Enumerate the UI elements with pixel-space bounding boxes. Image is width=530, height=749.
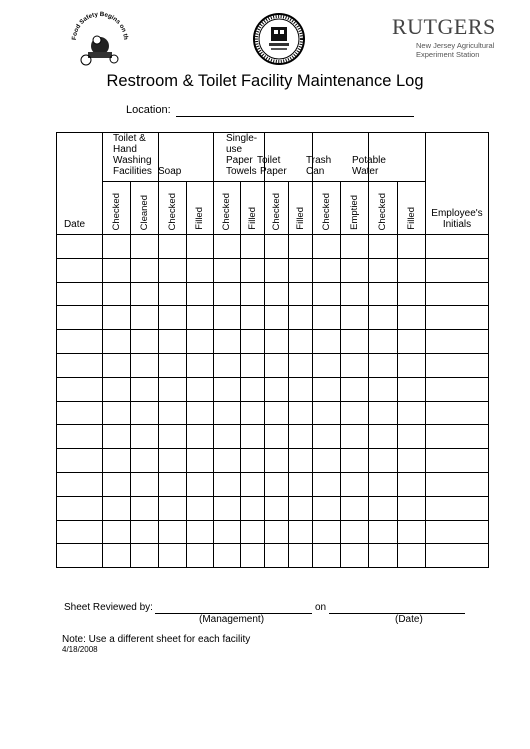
log-cell[interactable] [241,472,265,496]
log-cell[interactable] [103,282,131,306]
management-caption: (Management) [199,614,265,625]
log-cell[interactable] [159,544,187,568]
log-cell[interactable] [265,544,289,568]
table-row [57,544,489,568]
table-row [57,353,489,377]
log-cell[interactable] [341,401,369,425]
log-cell[interactable] [159,449,187,473]
log-cell[interactable] [341,306,369,330]
sub-header-cell [241,182,265,235]
log-cell[interactable] [103,544,131,568]
location-label: Location: [126,104,171,116]
table-row [57,258,489,282]
log-cell[interactable] [369,544,398,568]
reviewed-by-label: Sheet Reviewed by: [64,602,153,613]
location-field[interactable] [176,116,414,117]
svg-text:Food Safety Begins on the Farm [68,10,129,40]
log-cell[interactable] [241,401,265,425]
log-cell[interactable] [241,282,265,306]
log-cell[interactable] [241,258,265,282]
log-cell[interactable] [131,496,159,520]
log-cell[interactable] [103,496,131,520]
log-cell[interactable] [265,496,289,520]
log-cell[interactable] [426,520,489,544]
table-row [57,330,489,354]
log-cell[interactable] [341,353,369,377]
log-cell[interactable] [426,449,489,473]
group-label-toilet-paper: Toilet Paper [257,155,287,177]
log-cell[interactable] [341,472,369,496]
log-cell[interactable] [159,425,187,449]
log-cell[interactable] [313,306,341,330]
log-cell[interactable] [241,235,265,259]
log-table [56,132,489,568]
log-cell[interactable] [313,377,341,401]
log-cell[interactable] [187,472,214,496]
log-cell[interactable] [57,472,103,496]
log-cell[interactable] [265,472,289,496]
log-cell[interactable] [426,235,489,259]
log-cell[interactable] [131,282,159,306]
log-cell[interactable] [426,258,489,282]
table-row [57,449,489,473]
log-cell[interactable] [57,235,103,259]
sub-header-cell [187,182,214,235]
log-cell[interactable] [426,401,489,425]
food-safety-logo [68,10,132,68]
log-cell[interactable] [103,401,131,425]
log-cell[interactable] [289,377,313,401]
log-cell[interactable] [313,472,341,496]
log-cell[interactable] [187,496,214,520]
log-cell[interactable] [426,306,489,330]
log-cell[interactable] [398,449,426,473]
log-cell[interactable] [103,377,131,401]
sub-header-label: Checked [110,192,122,230]
log-cell[interactable] [398,401,426,425]
log-cell[interactable] [187,235,214,259]
log-cell[interactable] [426,330,489,354]
log-cell[interactable] [214,401,241,425]
log-cell[interactable] [187,449,214,473]
log-cell[interactable] [398,496,426,520]
sub-header-cell [341,182,369,235]
sub-header-cell [369,182,398,235]
log-cell[interactable] [131,306,159,330]
log-cell[interactable] [265,449,289,473]
log-cell[interactable] [241,306,265,330]
sub-header-cell [265,182,289,235]
table-row [57,282,489,306]
log-cell[interactable] [57,425,103,449]
employee-header-label: Employee's Initials [431,208,483,230]
log-cell[interactable] [398,306,426,330]
log-cell[interactable] [341,520,369,544]
log-cell[interactable] [289,235,313,259]
log-cell[interactable] [398,235,426,259]
log-cell[interactable] [159,258,187,282]
log-cell[interactable] [289,330,313,354]
log-cell[interactable] [398,425,426,449]
log-cell[interactable] [426,377,489,401]
log-cell[interactable] [103,449,131,473]
table-row [57,401,489,425]
log-cell[interactable] [398,282,426,306]
log-cell[interactable] [57,377,103,401]
sub-header-row [57,182,489,235]
sub-header-label: Emptied [348,195,360,230]
log-cell[interactable] [241,544,265,568]
log-cell[interactable] [57,401,103,425]
log-cell[interactable] [426,472,489,496]
log-cell[interactable] [398,472,426,496]
sub-header-label: Checked [270,192,282,230]
log-cell[interactable] [187,401,214,425]
log-cell[interactable] [214,306,241,330]
log-cell[interactable] [214,449,241,473]
log-cell[interactable] [313,520,341,544]
log-cell[interactable] [57,496,103,520]
log-cell[interactable] [369,449,398,473]
log-cell[interactable] [57,330,103,354]
sub-header-cell [103,182,131,235]
log-cell[interactable] [159,353,187,377]
sub-header-label: Filled [405,207,417,230]
log-cell[interactable] [341,330,369,354]
log-cell[interactable] [398,377,426,401]
log-cell[interactable] [159,377,187,401]
log-cell[interactable] [131,377,159,401]
log-cell[interactable] [241,330,265,354]
sub-header-label: Checked [320,192,332,230]
log-cell[interactable] [241,449,265,473]
log-cell[interactable] [289,496,313,520]
sub-header-cell [131,182,159,235]
log-cell[interactable] [214,258,241,282]
sub-header-cell [313,182,341,235]
log-cell[interactable] [426,425,489,449]
table-row [57,235,489,259]
log-cell[interactable] [131,330,159,354]
log-cell[interactable] [313,258,341,282]
date-header-label: Date [63,219,86,230]
log-cell[interactable] [187,258,214,282]
log-cell[interactable] [289,472,313,496]
log-cell[interactable] [341,544,369,568]
logo-arc-text: Food Safety Begins on th [70,10,130,41]
sub-header-label: Filled [294,207,306,230]
log-cell[interactable] [131,449,159,473]
log-cell[interactable] [369,425,398,449]
log-cell[interactable] [159,401,187,425]
log-cell[interactable] [313,449,341,473]
log-cell[interactable] [214,353,241,377]
log-cell[interactable] [265,520,289,544]
log-cell[interactable] [313,282,341,306]
log-cell[interactable] [214,520,241,544]
log-cell[interactable] [341,282,369,306]
sub-header-label: Cleaned [138,194,150,230]
log-table-body [57,133,489,568]
log-cell[interactable] [341,496,369,520]
log-cell[interactable] [131,520,159,544]
log-cell[interactable] [131,401,159,425]
log-cell[interactable] [103,306,131,330]
log-cell[interactable] [369,496,398,520]
rutgers-subtitle-1: New Jersey Agricultural [416,41,495,50]
log-cell[interactable] [131,472,159,496]
log-cell[interactable] [369,401,398,425]
log-cell[interactable] [265,377,289,401]
sub-header-label: Checked [377,192,388,230]
log-cell[interactable] [187,425,214,449]
log-cell[interactable] [187,306,214,330]
log-cell[interactable] [159,306,187,330]
log-cell[interactable] [131,425,159,449]
table-row [57,306,489,330]
table-row [57,472,489,496]
log-cell[interactable] [187,377,214,401]
log-cell[interactable] [369,258,398,282]
log-cell[interactable] [341,449,369,473]
log-cell[interactable] [159,496,187,520]
log-cell[interactable] [341,425,369,449]
log-cell[interactable] [131,544,159,568]
log-cell[interactable] [214,425,241,449]
log-cell[interactable] [159,235,187,259]
sub-header-label: Filled [246,207,258,230]
log-cell[interactable] [57,520,103,544]
rutgers-wordmark: RUTGERS [392,14,496,39]
sub-header-cell [289,182,313,235]
table-row [57,425,489,449]
log-cell[interactable] [131,258,159,282]
sub-header-label: Filled [194,207,205,230]
log-cell[interactable] [265,258,289,282]
log-cell[interactable] [159,520,187,544]
sub-header-label: Checked [166,192,178,230]
log-cell[interactable] [398,544,426,568]
log-cell[interactable] [214,377,241,401]
log-cell[interactable] [214,282,241,306]
log-cell[interactable] [214,472,241,496]
document-date: 4/18/2008 [62,645,98,654]
on-label: on [315,602,327,613]
log-cell[interactable] [187,282,214,306]
log-cell[interactable] [369,353,398,377]
log-cell[interactable] [187,353,214,377]
log-cell[interactable] [57,258,103,282]
log-cell[interactable] [289,425,313,449]
log-cell[interactable] [369,235,398,259]
seal-logo [252,12,306,66]
table-row [57,520,489,544]
log-cell[interactable] [265,330,289,354]
log-cell[interactable] [265,282,289,306]
log-cell[interactable] [313,330,341,354]
log-cell[interactable] [369,282,398,306]
log-cell[interactable] [289,258,313,282]
log-cell[interactable] [313,425,341,449]
log-cell[interactable] [289,449,313,473]
log-cell[interactable] [313,235,341,259]
log-cell[interactable] [159,472,187,496]
log-cell[interactable] [398,353,426,377]
log-cell[interactable] [103,258,131,282]
log-cell[interactable] [214,330,241,354]
sub-header-label: Checked [221,192,232,230]
log-cell[interactable] [289,306,313,330]
table-row [57,496,489,520]
log-cell[interactable] [426,544,489,568]
log-cell[interactable] [369,520,398,544]
log-cell[interactable] [187,544,214,568]
log-cell[interactable] [369,330,398,354]
log-cell[interactable] [265,353,289,377]
log-cell[interactable] [265,235,289,259]
log-cell[interactable] [426,282,489,306]
group-label-handwash: Toilet & Hand Washing Facilities [113,133,152,177]
log-cell[interactable] [313,401,341,425]
date-caption: (Date) [395,614,423,625]
log-cell[interactable] [265,401,289,425]
log-cell[interactable] [341,258,369,282]
log-cell[interactable] [241,520,265,544]
log-cell[interactable] [159,330,187,354]
log-cell[interactable] [103,235,131,259]
date-header [57,133,103,235]
footer-note: Note: Use a different sheet for each facility [62,634,251,645]
log-cell[interactable] [57,353,103,377]
log-cell[interactable] [103,330,131,354]
employee-header [426,133,489,235]
log-cell[interactable] [57,282,103,306]
log-cell[interactable] [426,353,489,377]
group-label-soap: Soap [158,166,182,177]
log-cell[interactable] [241,377,265,401]
sub-header-cell [214,182,241,235]
log-cell[interactable] [214,544,241,568]
log-cell[interactable] [398,258,426,282]
sub-header-cell [398,182,426,235]
log-cell[interactable] [214,496,241,520]
log-cell[interactable] [289,544,313,568]
log-cell[interactable] [159,282,187,306]
log-cell[interactable] [131,353,159,377]
log-cell[interactable] [187,520,214,544]
rutgers-subtitle-2: Experiment Station [416,50,480,59]
log-cell[interactable] [369,306,398,330]
log-cell[interactable] [398,330,426,354]
sub-header-cell [159,182,187,235]
log-cell[interactable] [103,472,131,496]
log-cell[interactable] [265,306,289,330]
log-cell[interactable] [313,353,341,377]
log-cell[interactable] [103,520,131,544]
log-cell[interactable] [426,496,489,520]
group-label-towels: Single- use Paper Towels [226,133,258,177]
log-cell[interactable] [289,401,313,425]
log-cell[interactable] [241,496,265,520]
log-cell[interactable] [289,520,313,544]
log-cell[interactable] [398,520,426,544]
log-cell[interactable] [103,353,131,377]
table-row [57,377,489,401]
log-cell[interactable] [241,425,265,449]
log-cell[interactable] [313,544,341,568]
log-cell[interactable] [187,330,214,354]
log-cell[interactable] [131,235,159,259]
log-cell[interactable] [103,425,131,449]
group-label-water: Potable Water [352,155,386,177]
log-cell[interactable] [289,282,313,306]
log-cell[interactable] [57,449,103,473]
log-cell[interactable] [265,425,289,449]
log-cell[interactable] [313,496,341,520]
log-cell[interactable] [369,377,398,401]
rutgers-logo [392,14,512,64]
log-cell[interactable] [57,306,103,330]
log-cell[interactable] [57,544,103,568]
log-cell[interactable] [341,235,369,259]
log-cell[interactable] [241,353,265,377]
log-cell[interactable] [289,353,313,377]
log-cell[interactable] [369,472,398,496]
log-cell[interactable] [214,235,241,259]
log-cell[interactable] [341,377,369,401]
group-label-trash: Trash Can [306,155,332,177]
page-title: Restroom & Toilet Facility Maintenance Log [106,72,424,90]
